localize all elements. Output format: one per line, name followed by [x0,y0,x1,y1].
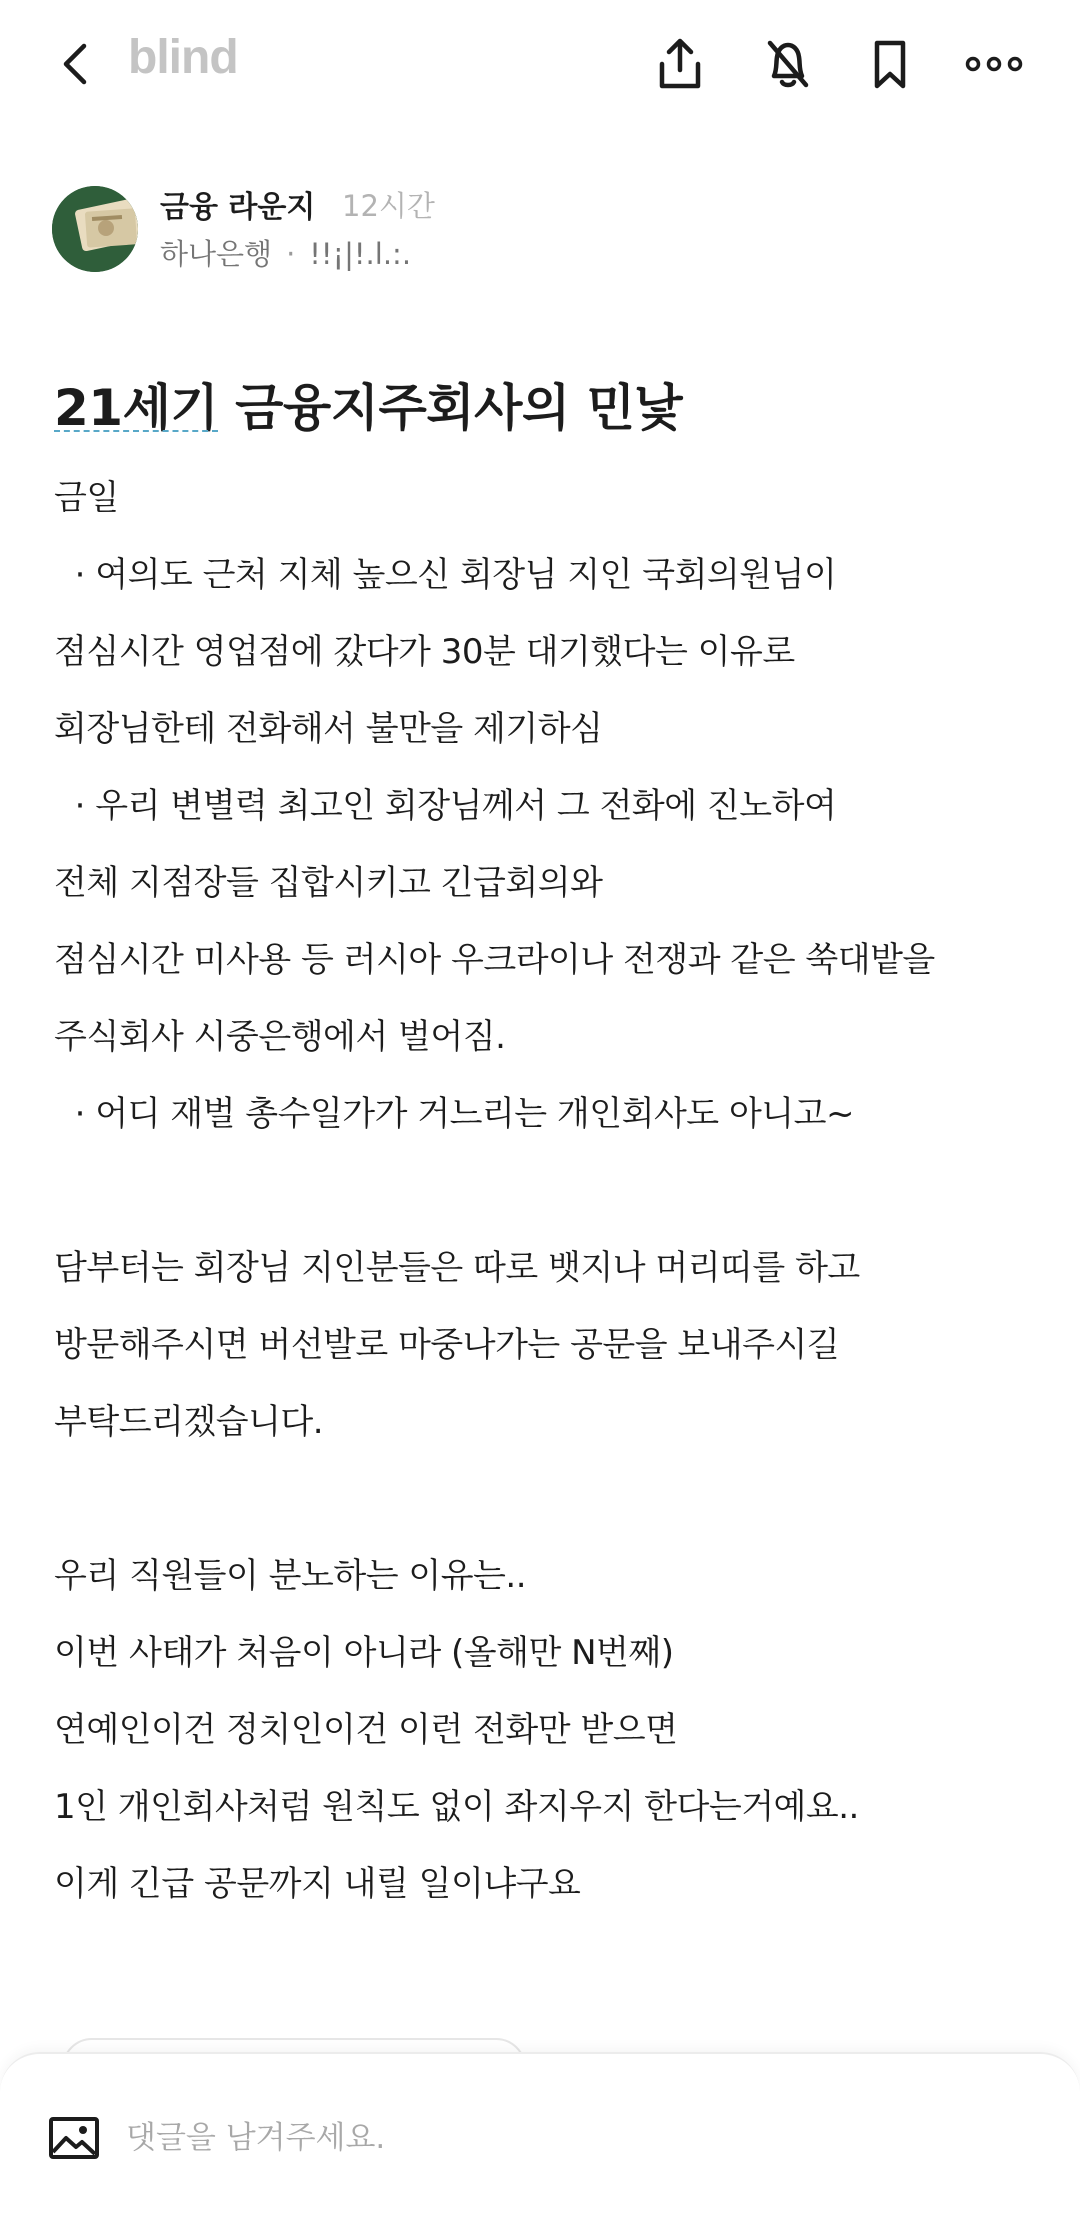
post-body-line: 1인 개인회사처럼 원칙도 없이 좌지우지 한다는거예요.. [54,1787,859,1827]
post-author [52,178,1032,278]
channel-name[interactable]: 금융 라운지 [160,190,316,225]
comment-input[interactable] [126,2108,1006,2168]
post-body-line: 연예인이건 정치인이건 이런 전화만 받으면 [54,1710,678,1750]
post-body-line: 전체 지점장들 집합시키고 긴급회의와 [54,863,603,903]
post-title: 21세기 금융지주회사의 민낯 [54,379,683,437]
post-body-line: 주식회사 시중은행에서 벌어짐. [54,1017,506,1057]
post-body-line: 점심시간 영업점에 갔다가 30분 대기했다는 이유로 [54,632,795,672]
post-body-line: 점심시간 미사용 등 러시아 우크라이나 전쟁과 같은 쑥대밭을 [54,940,935,980]
post-body-line: 이번 사태가 처음이 아니라 (올해만 N번째) [54,1633,674,1673]
post-body-blank-line [54,1461,1054,1538]
post-body-line: 이게 긴급 공문까지 내릴 일이냐구요 [54,1864,581,1904]
separator-dot: · [286,237,296,271]
author-nickname: !!¡|!.l.:. [309,237,412,271]
title-keyword-underline[interactable] [54,430,218,432]
image-attach-icon[interactable] [44,2108,104,2168]
post-body-line: 회장님한테 전화해서 불만을 제기하심 [54,709,603,749]
post-body [54,460,1054,1923]
bookmark-icon[interactable] [858,32,922,96]
post-body-blank-line [54,1153,1054,1230]
post-time: 12시간 [342,189,435,223]
post-body-line: 우리 직원들이 분노하는 이유는.. [54,1556,527,1596]
bell-off-icon[interactable] [756,32,820,96]
share-icon[interactable] [648,32,712,96]
author-company: 하나은행 [160,237,273,271]
post-body-line: 담부터는 회장님 지인분들은 따로 뱃지나 머리띠를 하고 [54,1248,860,1288]
post-body-line: 금일 [54,478,119,518]
post-body-line: 방문해주시면 버선발로 마중나가는 공문을 보내주시길 [54,1325,840,1365]
author-info [160,232,411,273]
blind-logo: blind [128,31,238,84]
post-body-line: · 어디 재벌 총수일가가 거느리는 개인회사도 아니고~ [54,1094,854,1134]
post-body-line: · 여의도 근처 지체 높으신 회장님 지인 국회의원님이 [54,555,837,595]
more-icon[interactable] [962,32,1026,96]
back-arrow-icon[interactable] [44,32,108,96]
channel-avatar[interactable] [52,186,138,272]
comment-bar [0,2052,1080,2222]
top-navigation-bar [0,0,1080,128]
post-body-line: · 우리 변별력 최고인 회장님께서 그 전화에 진노하여 [54,786,837,826]
post-body-line: 부탁드리겠습니다. [54,1402,324,1442]
